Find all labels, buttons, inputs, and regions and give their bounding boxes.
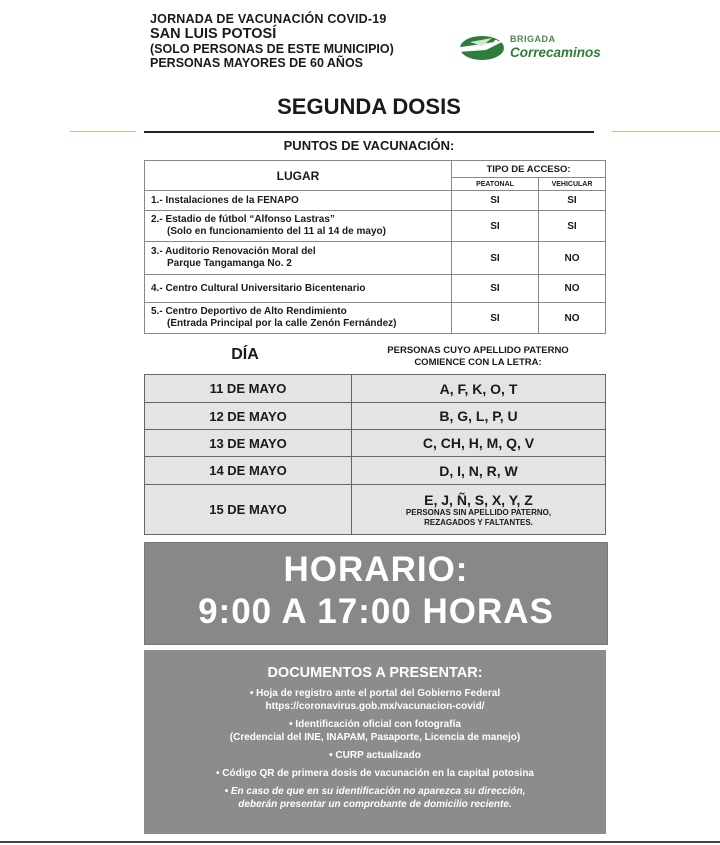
document-item: • Código QR de primera dosis de vacunación en la capital potosina [215, 768, 534, 779]
schedule-letters: C, CH, H, M, Q, V [352, 430, 606, 457]
table-row [145, 485, 606, 535]
header-line-1: JORNADA DE VACUNACIÓN COVID-19 [150, 12, 387, 26]
divider-left [70, 131, 136, 132]
table-row [145, 403, 606, 430]
schedule-day: 15 DE MAYO [145, 485, 352, 535]
col-lugar-header: LUGAR [145, 161, 452, 191]
documents-panel [144, 650, 606, 834]
place-name: 2.- Estadio de fútbol “Alfonso Lastras” (Solo en funcionamiento del 11 al 14 de mayo) [145, 211, 452, 242]
table-row [145, 457, 606, 485]
schedule-letters: A, F, K, O, T [352, 375, 606, 403]
document-item: • Identificación oficial con fotografía (Credencial del INE, INAPAM, Pasaporte, Licencia de manejo) [229, 719, 521, 743]
peatonal-value: SI [452, 275, 539, 303]
table-row [145, 211, 606, 242]
schedule-letters: E, J, Ñ, S, X, Y, Z [424, 491, 533, 508]
place-name: 3.- Auditorio Renovación Moral del Parque Tangamanga No. 2 [145, 242, 452, 275]
brigada-logo [452, 28, 612, 68]
schedule-letters: D, I, N, R, W [352, 457, 606, 485]
schedule-day: 11 DE MAYO [145, 375, 352, 403]
vehicular-value: SI [539, 211, 606, 242]
header-line-2: SAN LUIS POTOSÍ [150, 26, 277, 42]
vehicular-value: NO [539, 303, 606, 334]
vehicular-value: SI [539, 191, 606, 211]
peatonal-value: SI [452, 211, 539, 242]
place-name: 5.- Centro Deportivo de Alto Rendimiento (Entrada Principal por la calle Zenón Fernández) [145, 303, 452, 334]
col-peatonal-header: PEATONAL [452, 178, 539, 191]
schedule-note-1: PERSONAS SIN APELLIDO PATERNO, [405, 507, 552, 517]
header-line-4: PERSONAS MAYORES DE 60 AÑOS [150, 56, 364, 70]
document-item: • CURP actualizado [329, 750, 421, 761]
table-row [145, 303, 606, 334]
peatonal-value: SI [452, 191, 539, 211]
table-row [145, 430, 606, 457]
horario-banner [144, 542, 608, 645]
peatonal-value: SI [452, 242, 539, 275]
roadrunner-icon [452, 30, 508, 66]
divider-main [144, 131, 594, 133]
schedule-day: 14 DE MAYO [145, 457, 352, 485]
document-item: • En caso de que en su identificación no aparezca su dirección, deberán presentar un comprobante de domicilio reciente. [224, 786, 526, 810]
documents-title: DOCUMENTOS A PRESENTAR: [267, 665, 483, 681]
places-title: PUNTOS DE VACUNACIÓN: [283, 138, 455, 153]
schedule-note-2: REZAGADOS Y FALTANTES. [424, 517, 533, 527]
schedule-day: 12 DE MAYO [145, 403, 352, 430]
schedule-day: 13 DE MAYO [145, 430, 352, 457]
table-row [145, 375, 606, 403]
dia-header: DÍA [231, 346, 259, 363]
place-name: 1.- Instalaciones de la FENAPO [145, 191, 452, 211]
bottom-border [0, 841, 720, 843]
schedule-table [144, 374, 606, 535]
schedule-letters: B, G, L, P, U [352, 403, 606, 430]
header-block [150, 12, 394, 70]
logo-text-top: BRIGADA [510, 34, 556, 44]
logo-text-bottom: Correcaminos [510, 45, 601, 60]
places-table [144, 160, 606, 334]
divider-right [612, 131, 720, 132]
horario-hours: 9:00 A 17:00 HORAS [198, 592, 554, 631]
col-vehicular-header: VEHICULAR [539, 178, 606, 191]
vehicular-value: NO [539, 242, 606, 275]
schedule-letters-cell [352, 485, 606, 535]
page-title: SEGUNDA DOSIS [277, 94, 461, 119]
table-row [145, 242, 606, 275]
col-tipo-header: TIPO DE ACCESO: [452, 161, 606, 178]
table-row [145, 275, 606, 303]
peatonal-value: SI [452, 303, 539, 334]
document-item: • Hoja de registro ante el portal del Gobierno Federal https://coronavirus.gob.mx/vacunacion-covid/ [249, 688, 501, 712]
header-line-3: (SOLO PERSONAS DE ESTE MUNICIPIO) [150, 42, 394, 56]
personas-header: PERSONAS CUYO APELLIDO PATERNO COMIENCE CON LA LETRA: [387, 345, 569, 368]
horario-title: HORARIO: [283, 550, 469, 589]
table-row [145, 191, 606, 211]
place-name: 4.- Centro Cultural Universitario Bicentenario [145, 275, 452, 303]
vehicular-value: NO [539, 275, 606, 303]
